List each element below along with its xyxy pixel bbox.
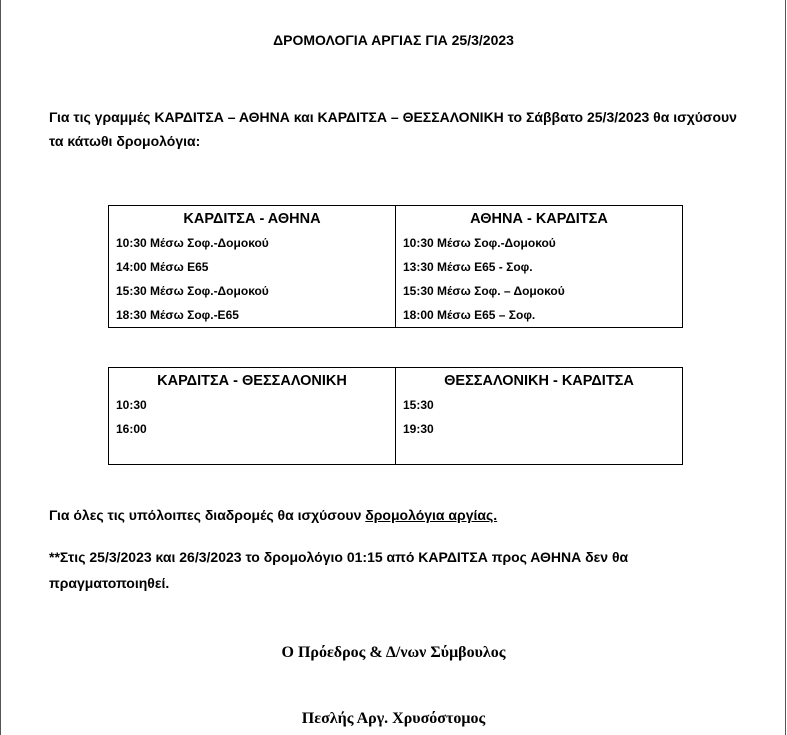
schedule-row: 15:30 Μέσω Σοφ. – Δομοκού — [403, 284, 565, 298]
document-title: ΔΡΟΜΟΛΟΓΙΑ ΑΡΓΙΑΣ ΓΙΑ 25/3/2023 — [273, 32, 514, 48]
signature-name: Πεσλής Αργ. Χρυσόστομος — [301, 710, 486, 727]
schedule-row: 18:00 Μέσω Ε65 – Σοφ. — [403, 308, 536, 322]
athens-karditsa-column — [396, 206, 683, 328]
column-header: ΚΑΡΔΙΤΣΑ - ΑΘΗΝΑ — [183, 211, 321, 227]
holiday-schedule-link[interactable]: δρομολόγια αργίας. — [365, 507, 498, 523]
karditsa-thessaloniki-column — [109, 368, 396, 465]
schedule-row: 19:30 — [403, 422, 434, 436]
intro-paragraph: Για τις γραμμές ΚΑΡΔΙΤΣΑ – ΑΘΗΝΑ και ΚΑΡΔΙΤΣΑ – ΘΕΣΣΑΛΟΝΙΚΗ το Σάββατο 25/3/2023 θα ισχύσουν τα κάτωθι δρομολόγια: — [49, 109, 737, 149]
schedule-row: 10:30 Μέσω Σοφ.-Δομοκού — [403, 236, 556, 250]
karditsa-athens-column — [109, 206, 396, 328]
schedule-table-athens — [108, 205, 683, 328]
schedule-row: 13:30 Μέσω Ε65 - Σοφ. — [403, 260, 533, 274]
thessaloniki-karditsa-column — [396, 368, 683, 465]
schedule-row: 15:30 — [403, 398, 434, 412]
column-header: ΘΕΣΣΑΛΟΝΙΚΗ - ΚΑΡΔΙΤΣΑ — [444, 373, 634, 389]
schedule-row: 10:30 Μέσω Σοφ.-Δομοκού — [116, 236, 269, 250]
schedule-table-thessaloniki — [108, 367, 683, 465]
schedule-row: 15:30 Μέσω Σοφ.-Δομοκού — [116, 284, 269, 298]
column-header: ΑΘΗΝΑ - ΚΑΡΔΙΤΣΑ — [470, 211, 608, 227]
schedule-row: 14:00 Μέσω Ε65 — [116, 260, 209, 274]
column-header: ΚΑΡΔΙΤΣΑ - ΘΕΣΣΑΛΟΝΙΚΗ — [157, 373, 347, 389]
cancellation-note: **Στις 25/3/2023 και 26/3/2023 το δρομολόγιο 01:15 από ΚΑΡΔΙΤΣΑ προς ΑΘΗΝΑ δεν θα πραγματοποιηθεί. — [49, 549, 629, 591]
holiday-note — [49, 507, 749, 523]
schedule-row: 10:30 — [116, 398, 147, 412]
holiday-note-text: Για όλες τις υπόλοιπες διαδρομές θα ισχύσουν — [49, 507, 366, 523]
schedule-row: 18:30 Μέσω Σοφ.-Ε65 — [116, 308, 239, 322]
page-border-right — [785, 0, 786, 735]
schedule-row: 16:00 — [116, 422, 147, 436]
page-border-left — [0, 0, 1, 735]
signature-role: Ο Πρόεδρος & Δ/νων Σύμβουλος — [281, 644, 506, 661]
